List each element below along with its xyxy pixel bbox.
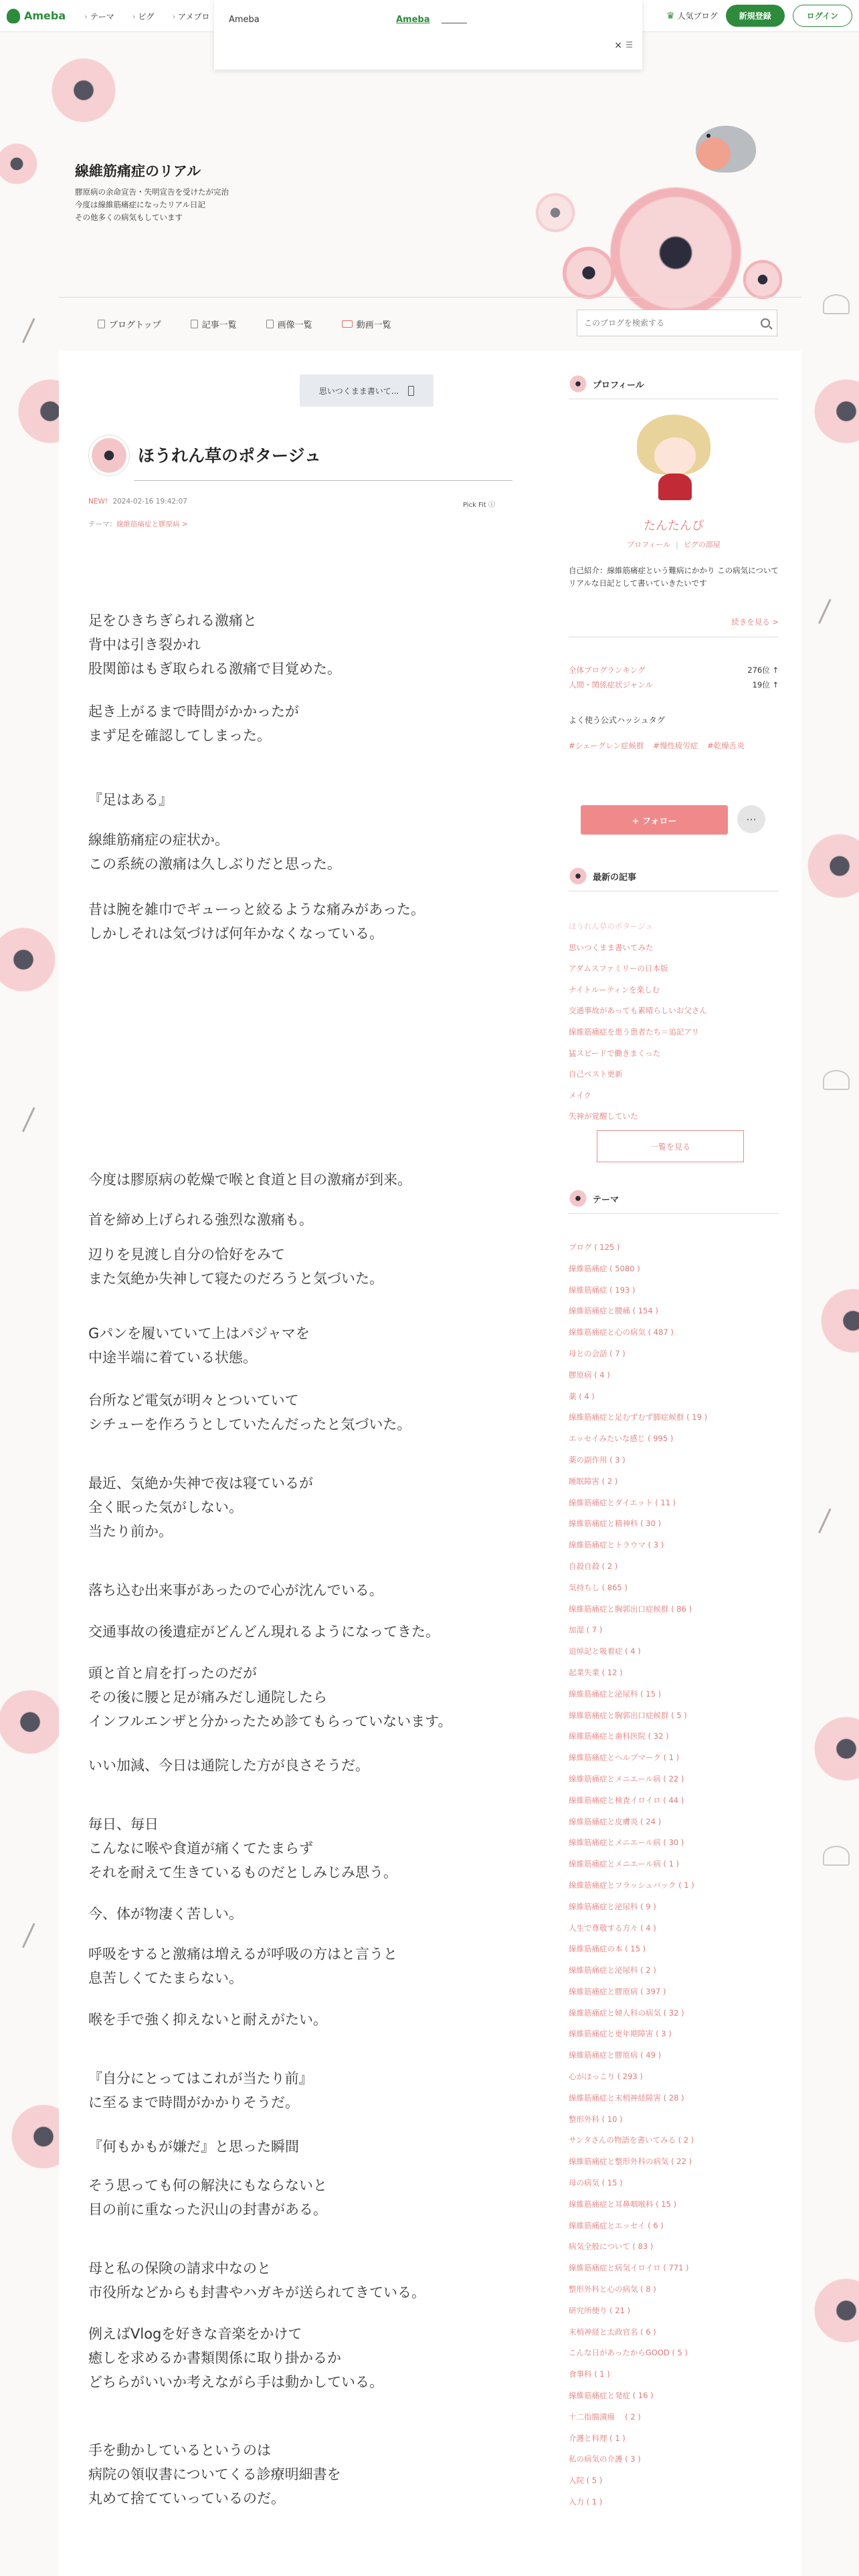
read-more-link[interactable]: 続きを見る > [731,617,779,627]
theme-link[interactable]: 食事科 ( 1 ) [569,2369,610,2379]
theme-link[interactable]: 母との会話 ( 7 ) [569,1348,626,1358]
flower-decoration [0,1685,67,1759]
blog-title[interactable]: 線維筋痛症のリアル [75,163,201,179]
theme-link[interactable]: 整形外科と心の病気 ( 8 ) [569,2284,656,2294]
recent-entry-link[interactable]: ナイトルーティンを楽しむ [569,984,660,994]
flower-icon [569,374,587,393]
entry-paragraph: 昔は腕を雑巾でギューっと絞るような痛みがあった。 しかしそれは気づけば何年かなくなっている。 [88,901,425,942]
theme-link[interactable]: 線維筋痛症と胸郭出口症候群 ( 86 ) [569,1604,692,1614]
theme-link[interactable]: 線維筋痛症とメニエール病 ( 1 ) [569,1859,680,1869]
recent-entry-link[interactable]: 思いつくまま書いてみた [569,942,654,952]
theme-link[interactable]: 介護と科理 ( 1 ) [569,2433,626,2443]
theme-link[interactable]: 線維筋痛症とメニエール病 ( 22 ) [569,1774,684,1784]
theme-link[interactable]: 線維筋痛症 ( 5080 ) [569,1263,640,1273]
bird-illustration [689,112,763,179]
theme-link[interactable]: 線維筋痛症と歯科医院 ( 32 ) [569,1731,669,1741]
recent-entry-link[interactable]: ほうれん草のポタージュ [569,922,654,931]
theme-link[interactable]: 線維筋痛症とトラウマ ( 3 ) [569,1540,664,1550]
header-actions [666,5,852,27]
theme-link[interactable]: 線維筋痛症と腰痛 ( 154 ) [569,1306,658,1316]
theme-link[interactable]: 線維筋痛症と婦人科の病気 ( 32 ) [569,2008,684,2018]
ranking-row [569,665,779,675]
hashtag-link[interactable]: #シェーグレン症候群 [569,741,644,750]
theme-link[interactable]: 線維筋痛症と胸郭出口症候群 ( 5 ) [569,1710,687,1720]
theme-link[interactable]: 線維筋痛症と足むずむず脚症候群 ( 19 ) [569,1412,708,1422]
ameba-logo-icon [7,9,20,23]
popup-link[interactable]: Ameba [396,15,430,25]
nav-pigg-link[interactable]: › ピグ [132,12,155,21]
entry-paragraph: 辺りを見渡し自分の恰好をみて また気絶か失神して寝たのだろうと気づいた。 [88,1247,383,1287]
blog-nav [59,297,801,350]
entry-theme: テーマ：線維筋痛症と膠原病 > [88,520,188,528]
leaf-decoration [22,1107,52,1140]
theme-link[interactable]: 病気全般について ( 83 ) [569,2242,654,2252]
author-avatar[interactable] [88,435,130,476]
theme-heading: テーマ [569,1189,779,1214]
entry-paragraph: 喉を手で強く抑えないと耐えがたい。 [88,2012,327,2028]
theme-link[interactable]: 線維筋痛症とメニエール病 ( 30 ) [569,1838,684,1848]
blog-search-input[interactable] [584,318,761,328]
theme-link[interactable]: 線維筋痛症と泌尿科 ( 2 ) [569,1965,656,1975]
nav-blog-top[interactable]: ブログトップ [98,318,161,330]
flower-decoration [535,193,575,233]
header-illustration [522,92,803,320]
view-list-button[interactable]: 一覧を見る [597,1130,744,1162]
entry-paragraph: 頭と首と肩を打ったのだが その後に腰と足が痛みだし通院したら インフルエンザと分かったため診てもらっていないます。 [88,1665,452,1729]
flower-decoration [809,2274,859,2347]
entry-paragraph: 足をひきちぎられる激痛と 背中は引き裂かれ 股関節はもぎ取られる激痛で目覚めた。 [88,613,341,677]
theme-link[interactable]: 線維筋痛症と心の病気 ( 487 ) [569,1327,674,1337]
leaf-decoration [818,599,848,632]
ranking-row [569,679,779,690]
flower-decoration [0,923,60,996]
popular-blog-link[interactable]: ♛ 人気ブログ [666,10,718,21]
pig-room-link[interactable]: ピグの部屋 [683,540,721,549]
nav-entry-list[interactable]: 記事一覧 [191,318,237,330]
document-icon [98,320,105,328]
theme-link[interactable]: 線維筋痛症と病気イロイロ ( 771 ) [569,2263,689,2273]
blog-header [0,32,859,296]
more-options-button[interactable]: ··· [737,805,765,833]
entry-paragraph: Gパンを履いていて上はパジャマを 中途半端に着ている状態。 [88,1325,310,1366]
entry-paragraph: そう思っても何の解決にもならないと 目の前に重なった沢山の封書がある。 [88,2177,327,2218]
recent-entry-link[interactable]: アダムスファミリーの日本版 [569,964,668,974]
theme-link[interactable]: 十二指腸潰瘍 ( 2 ) [569,2411,641,2422]
flower-icon [569,867,587,885]
follow-button[interactable]: + フォロー [581,805,728,835]
flower-decoration [743,259,783,300]
entry-paragraph: 毎日、毎日 こんなに喉や食道が痛くてたまらず それを耐えて生きているものだとしみじみ思う。 [88,1816,397,1881]
blog-description: 膠原病の余命宣告・失明宣告を受けたが完治 今度は線維筋痛症になったリアル日記 その他多くの病気もしています [75,187,229,222]
login-button[interactable]: ログイン [793,5,852,27]
theme-link[interactable]: 薬の副作用 ( 3 ) [569,1455,626,1465]
recent-entries [569,916,779,1128]
hashtag-link[interactable]: #慢性疲労症 [653,741,698,750]
theme-link[interactable]: 線維筋痛症と精神科 ( 30 ) [569,1519,662,1529]
theme-list [569,1237,779,2513]
entry-paragraph: 今度は膠原病の乾燥で喉と食道と目の激痛が到来。 [88,1172,411,1188]
theme-link[interactable]: 末梢神経と太政官名 ( 6 ) [569,2327,656,2337]
crown-icon: ♛ [666,10,675,21]
theme-link[interactable]: 整形外科 ( 10 ) [569,2114,623,2124]
entry-theme-link[interactable]: 線維筋痛症と膠原病 [116,520,180,528]
theme-link[interactable]: ブログ ( 125 ) [569,1243,620,1252]
butterfly-decoration [823,1846,850,1866]
popup-title: Ameba [229,15,260,25]
theme-link[interactable]: 線維筋痛症とエッセイ ( 6 ) [569,2220,664,2230]
profile-links: プロフィール | ピグの部屋 [627,540,721,549]
nav-theme-link[interactable]: › テーマ [84,12,114,21]
title-divider [134,480,512,481]
leaf-decoration [22,318,52,351]
theme-link[interactable]: 気持ちし ( 865 ) [569,1582,628,1592]
hashtag-heading: よく使う公式ハッシュタグ [569,716,665,725]
entry-column [59,350,547,2576]
leaf-decoration [818,1509,848,1541]
nav-video-list[interactable]: 動画一覧 [342,318,391,330]
entry-paragraph: 首を締め上げられる強烈な激痛も。 [88,1212,313,1228]
nav-ameblo-link[interactable]: › アメブロ [173,12,210,21]
theme-link[interactable]: こんな日があったからGOOD ( 5 ) [569,2348,688,2358]
recent-entry-link[interactable]: 線維筋痛症を患う患者たち＝追記アリ [569,1027,700,1037]
theme-link[interactable]: 人生で尊敬する方々 ( 4 ) [569,1923,656,1933]
ranking-link[interactable]: 人間・関係症状ジャンル [569,680,653,689]
entry-paragraph: 落ち込む出来事があったので心が沈んでいる。 [88,1582,383,1598]
theme-link[interactable]: 膠原病 ( 4 ) [569,1370,610,1380]
flower-decoration [562,246,615,300]
hashtag-link[interactable]: #乾燥舌炎 [707,741,745,750]
theme-link[interactable]: 母の病気 ( 15 ) [569,2178,623,2188]
list-icon [191,320,198,328]
video-icon [342,320,353,328]
entry-paragraph: いい加減、今日は通院した方が良さそうだ。 [88,1757,369,1774]
ameba-logo[interactable]: Ameba [7,9,66,23]
theme-link[interactable]: 線維筋痛症と膠原病 ( 49 ) [569,2050,662,2060]
entry-title[interactable]: ほうれん草のポタージュ [138,446,322,465]
entry-paragraph: 最近、気絶か失神で夜は寝ているが 全く眠った気がしない。 当たり前か。 [88,1475,313,1539]
theme-link[interactable]: 睡眠障害 ( 2 ) [569,1476,618,1486]
entry-paragraph: 『何もかもが嫌だ』と思った瞬間 [88,2139,299,2155]
ranking-link[interactable]: 全体ブログランキング [569,665,646,675]
theme-link[interactable]: 入院 ( 5 ) [569,2476,603,2486]
butterfly-decoration [823,1070,850,1090]
flower-decoration [809,1712,859,1786]
profile-avatar[interactable] [632,415,719,502]
profile-link[interactable]: プロフィール [627,540,671,549]
theme-link[interactable]: 線維筋痛症と耳鼻咽喉科 ( 15 ) [569,2199,677,2209]
entry-paragraph: 線維筋痛症の症状か。 この系統の激痛は久しぶりだと思った。 [88,832,341,872]
pen-icon [408,386,414,396]
entry-paragraph: 手を動かしているというのは 病院の領収書についてくる診療明細書を 丸めて捨てていっているのだ。 [88,2442,341,2506]
theme-link[interactable]: 研究所便り ( 21 ) [569,2305,631,2315]
entry-paragraph: 交通事故の後遺症がどんどん現れるようになってきた。 [88,1624,440,1640]
theme-link[interactable]: 線維筋痛症とダイエット ( 11 ) [569,1497,676,1507]
recent-entry-link[interactable]: 自己ベスト更新 [569,1069,623,1079]
close-icon[interactable]: × [614,40,622,51]
hashtag-list [569,737,779,754]
profile-name[interactable]: たんたんぴ [644,519,704,533]
theme-link[interactable]: 自殺自殺 ( 2 ) [569,1561,618,1571]
entry-paragraph: 台所など電気が明々とついていて シチューを作ろうとしていたんだったと気づいた。 [88,1392,411,1432]
image-icon [266,320,274,328]
profile-intro: 自己紹介：線維筋痛症という難病にかかり この病気についてリアルな日記として書いていきたいです [569,566,779,588]
entry-paragraph: 起き上がるまで時間がかかったが まず足を確認してしまった。 [88,704,299,744]
theme-link[interactable]: 線維筋痛症とヘルプマーク ( 1 ) [569,1753,680,1763]
entry-paragraph: 母と私の保険の請求中なのと 市役所などからも封書やハガキが送られてきている。 [88,2260,425,2300]
ranking-value: 276位 ↑ [747,665,779,675]
nav-image-list[interactable]: 画像一覧 [266,318,312,330]
theme-link[interactable]: 線維筋痛症と末梢神経障害 ( 28 ) [569,2092,684,2103]
overlay-popup [214,0,642,70]
theme-link[interactable]: サンタさんの物語を書いてみる ( 2 ) [569,2135,694,2145]
recent-entry-link[interactable]: 失神が覚醒していた [569,1111,638,1121]
theme-link[interactable]: 薬 ( 4 ) [569,1391,595,1401]
theme-link[interactable]: 線維筋痛症と検査イロイロ ( 44 ) [569,1795,684,1805]
menu-icon[interactable]: ☰ [626,40,633,49]
search-icon[interactable] [761,318,770,328]
theme-link[interactable]: 線維筋痛症と整形外科の病気 ( 22 ) [569,2157,692,2167]
theme-link[interactable]: 線維筋痛症と皮膚炎 ( 24 ) [569,1816,662,1826]
entry-date: 2024-02-16 19:42:07 [112,498,187,506]
butterfly-decoration [823,294,850,314]
theme-link[interactable]: エッセイみたいな感じ ( 995 ) [569,1434,674,1444]
pickfit-label[interactable]: Pick Fit ⓘ [463,502,495,509]
recent-heading: 最新の記事 [569,867,779,891]
theme-link[interactable]: 線維筋痛症と発症 ( 16 ) [569,2391,654,2401]
theme-link[interactable]: 線維筋痛症と泌尿科 ( 9 ) [569,1901,656,1911]
entry-meta [88,498,187,506]
theme-link[interactable]: 線維筋痛症と更年期障害 ( 3 ) [569,2029,672,2039]
comment-button[interactable]: 思いつくまま書いて... [300,374,434,407]
entry-paragraph: 例えばVlogを好きな音楽をかけて 癒しを求めるか書類関係に取り掛かるか どちらがいいか考えながら手は動かしている。 [88,2326,383,2390]
sidebar [547,350,801,2576]
recent-entry-link[interactable]: 猛スピードで働きまくった [569,1048,661,1058]
theme-link[interactable]: 線維筋痛症と泌尿科 ( 15 ) [569,1689,662,1699]
flower-decoration [816,1284,859,1358]
register-button[interactable]: 新規登録 [726,5,785,27]
ranking-value: 19位 ↑ [752,680,779,689]
profile-heading: プロフィール [569,374,779,399]
theme-link[interactable]: 心がほっこり ( 293 ) [569,2072,643,2082]
theme-link[interactable]: 私の病気の介護 ( 3 ) [569,2454,641,2464]
entry-paragraph: 呼吸をすると激痛は増えるが呼吸の方はと言うと 息苦しくてたまらない。 [88,1946,397,1986]
leaf-decoration [22,1923,52,1956]
new-badge: NEW! [88,498,108,506]
entry-paragraph: 今、体が物凄く苦しい。 [88,1906,243,1922]
blog-search [577,310,777,336]
theme-link[interactable]: 加湿 ( 7 ) [569,1625,603,1635]
flower-decoration [809,374,859,448]
theme-link[interactable]: 起業失業 ( 12 ) [569,1667,623,1677]
recent-entry-link[interactable]: 交通事故があっても素晴らしいお父さん [569,1006,707,1016]
flower-decoration [803,829,859,903]
recent-entry-link[interactable]: メイク [569,1090,592,1100]
entry-paragraph: 『足はある』 [88,792,173,808]
global-nav [84,9,224,22]
theme-link[interactable]: 入力 ( 1 ) [569,2497,603,2507]
theme-link[interactable]: 線維筋痛症の本 ( 15 ) [569,1944,646,1954]
theme-link[interactable]: 線維筋痛症と膠原病 ( 397 ) [569,1986,666,1996]
entry-paragraph: 『自分にとってはこれが当たり前』 に至るまで時間がかかりそうだ。 [88,2070,313,2111]
flower-icon [569,1189,587,1208]
theme-link[interactable]: 追悼記と吸着症 ( 4 ) [569,1646,641,1656]
theme-link[interactable]: 線維筋痛症とフラッシュバック ( 1 ) [569,1880,694,1890]
theme-link[interactable]: 線維筋痛症 ( 193 ) [569,1285,636,1295]
